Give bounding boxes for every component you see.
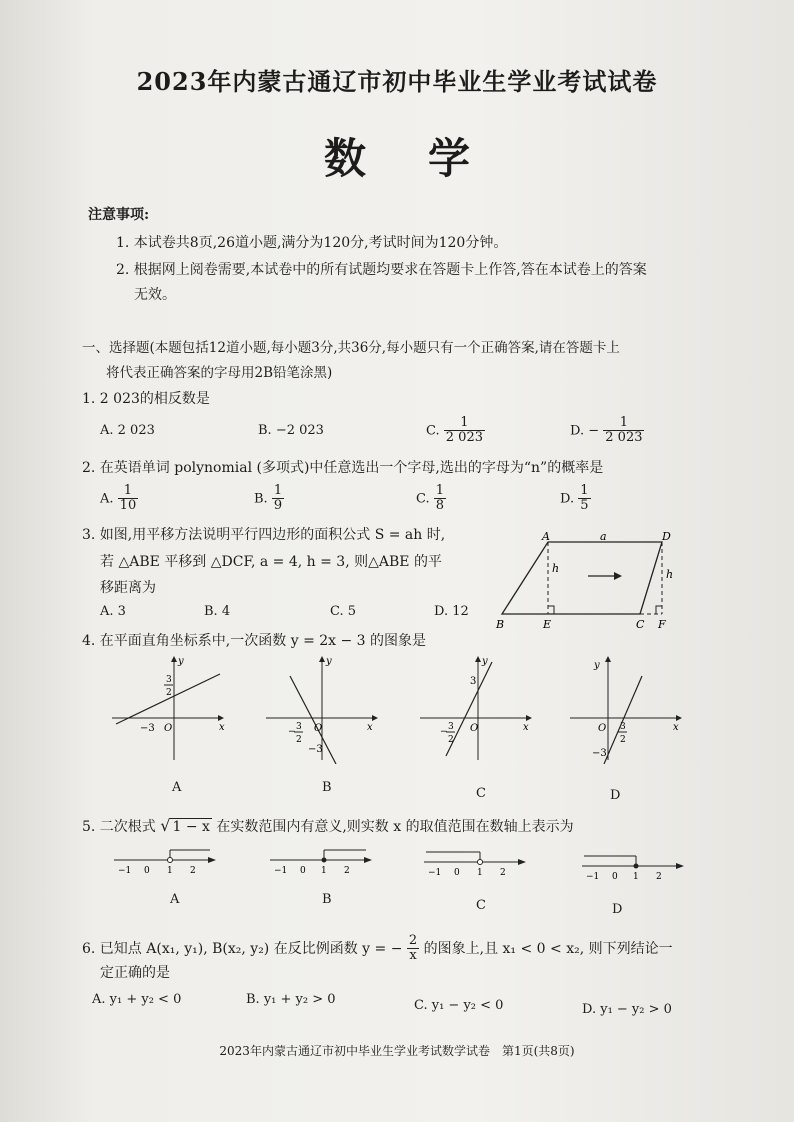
origin-label: O	[164, 723, 173, 734]
axis-arrow	[364, 857, 372, 863]
x-label: x	[367, 722, 373, 733]
arrow-head	[614, 572, 622, 580]
y-axis-arrow	[171, 656, 177, 662]
q1-option-b: B. −2 023	[258, 423, 324, 438]
q2-option-b: B. $\frac{1}{9}$	[254, 483, 283, 514]
question-3-line-2: 若 △ABE 平移到 △DCF, a = 4, h = 3, 则△ABE 的平	[100, 554, 442, 570]
x-frac-num: 3	[448, 722, 454, 732]
tick-neg1: −1	[274, 866, 288, 876]
q4-graph-d	[566, 652, 686, 764]
tick-0: 0	[300, 866, 306, 876]
q4-label-a: A	[172, 780, 182, 795]
q2-option-a: A. $\frac{1}{10}$	[100, 483, 137, 514]
x-label: x	[219, 722, 225, 733]
question-4-stem: 4. 在平面直角坐标系中,一次函数 y = 2x − 3 的图象是	[82, 633, 427, 649]
tick-1: 1	[321, 866, 327, 876]
axis-arrow	[518, 859, 526, 865]
question-3-line-3: 移距离为	[100, 580, 156, 596]
x-frac-den: 2	[448, 735, 454, 745]
q3-option-d: D. 12	[434, 604, 469, 619]
q3-option-c: C. 5	[330, 604, 357, 619]
endpoint	[322, 858, 327, 863]
x-axis-arrow	[218, 715, 224, 721]
x-frac-sign: −	[288, 727, 296, 737]
tick-0: 0	[454, 868, 460, 878]
note-item-2: 2. 根据网上阅卷需要,本试卷中的所有试题均要求在答题卡上作答,答在本试卷上的答案	[116, 262, 647, 278]
tick-neg1: −1	[118, 866, 132, 876]
tick-2: 2	[344, 866, 350, 876]
q3-option-b: B. 4	[204, 604, 231, 619]
x-frac-sign: −	[440, 727, 448, 737]
question-5-stem: 5. 二次根式 √ 1 − x 在实数范围内有意义,则实数 x 的取值范围在数轴上表示为	[82, 816, 574, 835]
axis-arrow	[208, 857, 216, 863]
q1-option-d: D. − $\frac{1}{2 023}$	[570, 415, 643, 446]
origin-label: O	[598, 723, 607, 734]
q5-label-c: C	[476, 898, 486, 913]
y-intercept-label: −3	[592, 748, 607, 759]
x-axis-arrow	[676, 715, 682, 721]
q6-option-c: C. y₁ − y₂ < 0	[414, 998, 504, 1013]
x-axis-arrow	[526, 715, 532, 721]
label-d: D	[662, 530, 671, 543]
question-2-stem: 2. 在英语单词 polynomial (多项式)中任意选出一个字母,选出的字母为“n”的概率是	[82, 460, 604, 476]
origin-label: O	[470, 723, 479, 734]
endpoint	[168, 858, 173, 863]
tick-1: 1	[633, 872, 639, 882]
tick-0: 0	[612, 872, 618, 882]
q5-label-d: D	[612, 902, 623, 917]
label-h2: h	[666, 568, 674, 581]
label-h1: h	[552, 562, 560, 575]
endpoint	[634, 864, 639, 869]
q5-numberline-c	[422, 846, 532, 878]
label-b: B	[496, 618, 505, 631]
y-label: y	[594, 660, 600, 671]
endpoint	[478, 860, 483, 865]
q5-numberline-a	[112, 846, 222, 878]
x-label: x	[673, 722, 679, 733]
q1-option-c: C. $\frac{1}{2 023}$	[426, 415, 483, 446]
section-heading: 一、选择题(本题包括12道小题,每小题3分,共36分,每小题只有一个正确答案,请在答题卡上	[82, 340, 620, 356]
label-e: E	[543, 618, 552, 631]
axis-arrow	[676, 863, 684, 869]
parallelogram-abcd	[502, 542, 662, 614]
y-intercept-label: −3	[308, 744, 323, 755]
q5-numberline-b	[268, 846, 378, 878]
tick-0: 0	[144, 866, 150, 876]
origin-label: O	[314, 723, 323, 734]
exam-title: 2023年内蒙古通辽市初中毕业生学业考试试卷	[136, 67, 658, 96]
y-label: y	[326, 656, 332, 667]
question-3-line-1: 3. 如图,用平移方法说明平行四边形的面积公式 S = ah 时,	[82, 527, 446, 543]
q4-graph-a	[108, 652, 228, 764]
x-frac-den: 2	[296, 735, 302, 745]
q4-label-c: C	[476, 786, 486, 801]
x-label: x	[523, 722, 529, 733]
x-axis-arrow	[372, 715, 378, 721]
q3-option-a: A. 3	[100, 604, 126, 619]
tick-1: 1	[477, 868, 483, 878]
q5-label-b: B	[322, 892, 332, 907]
label-c: C	[636, 618, 645, 631]
q6-option-d: D. y₁ − y₂ > 0	[582, 1002, 672, 1017]
tick-1: 1	[167, 866, 173, 876]
subject-title: 数学	[323, 134, 532, 183]
question-6-stem: 6. 已知点 A(x₁, y₁), B(x₂, y₂) 在反比例函数 y = − $\frac{2}{x}$ 的图象上,且 x₁ < 0 < x₂, 则下列结论一	[82, 933, 673, 964]
label-side-a: a	[600, 530, 607, 543]
tick-2: 2	[500, 868, 506, 878]
y-label: y	[482, 656, 488, 667]
note-item-2-cont: 无效。	[134, 287, 176, 303]
x-intercept-label: −3	[140, 723, 155, 734]
q4-graph-b	[262, 652, 382, 764]
parallelogram-figure	[490, 530, 690, 634]
notes-heading: 注意事项:	[88, 207, 150, 223]
y-frac-num: 3	[166, 675, 172, 685]
page-footer: 2023年内蒙古通辽市初中毕业生学业考试数学试卷 第1页(共8页)	[219, 1044, 575, 1058]
y-intercept-label: 3	[470, 676, 477, 687]
q5-numberline-d	[580, 850, 690, 882]
x-frac-num: 3	[296, 722, 302, 732]
function-line	[604, 676, 642, 764]
q2-option-c: C. $\frac{1}{8}$	[416, 483, 445, 514]
note-item-1: 1. 本试卷共8页,26道小题,满分为120分,考试时间为120分钟。	[116, 235, 508, 251]
label-f: F	[658, 618, 666, 631]
x-frac-num: 3	[620, 722, 626, 732]
q6-option-a: A. y₁ + y₂ < 0	[92, 992, 182, 1007]
q4-label-b: B	[322, 780, 332, 795]
q4-label-d: D	[610, 788, 621, 803]
q2-option-d: D. $\frac{1}{5}$	[560, 483, 589, 514]
tick-2: 2	[190, 866, 196, 876]
y-label: y	[178, 656, 184, 667]
label-a: A	[542, 530, 550, 543]
q1-option-a: A. 2 023	[100, 423, 155, 438]
question-1-stem: 1. 2 023的相反数是	[82, 391, 210, 407]
tick-neg1: −1	[428, 868, 442, 878]
y-axis-arrow	[605, 656, 611, 662]
y-axis-arrow	[475, 656, 481, 662]
tick-2: 2	[656, 872, 662, 882]
section-heading-cont: 将代表正确答案的字母用2B铅笔涂黑)	[106, 365, 333, 381]
q5-label-a: A	[170, 892, 180, 907]
tick-neg1: −1	[586, 872, 600, 882]
right-angle-f	[656, 606, 662, 614]
right-angle-e	[548, 606, 554, 614]
question-6-line-2: 定正确的是	[100, 965, 170, 981]
y-frac-den: 2	[166, 688, 172, 698]
x-frac-den: 2	[620, 735, 626, 745]
q4-graph-c	[416, 652, 536, 764]
y-axis-arrow	[319, 656, 325, 662]
q6-option-b: B. y₁ + y₂ > 0	[246, 992, 336, 1007]
